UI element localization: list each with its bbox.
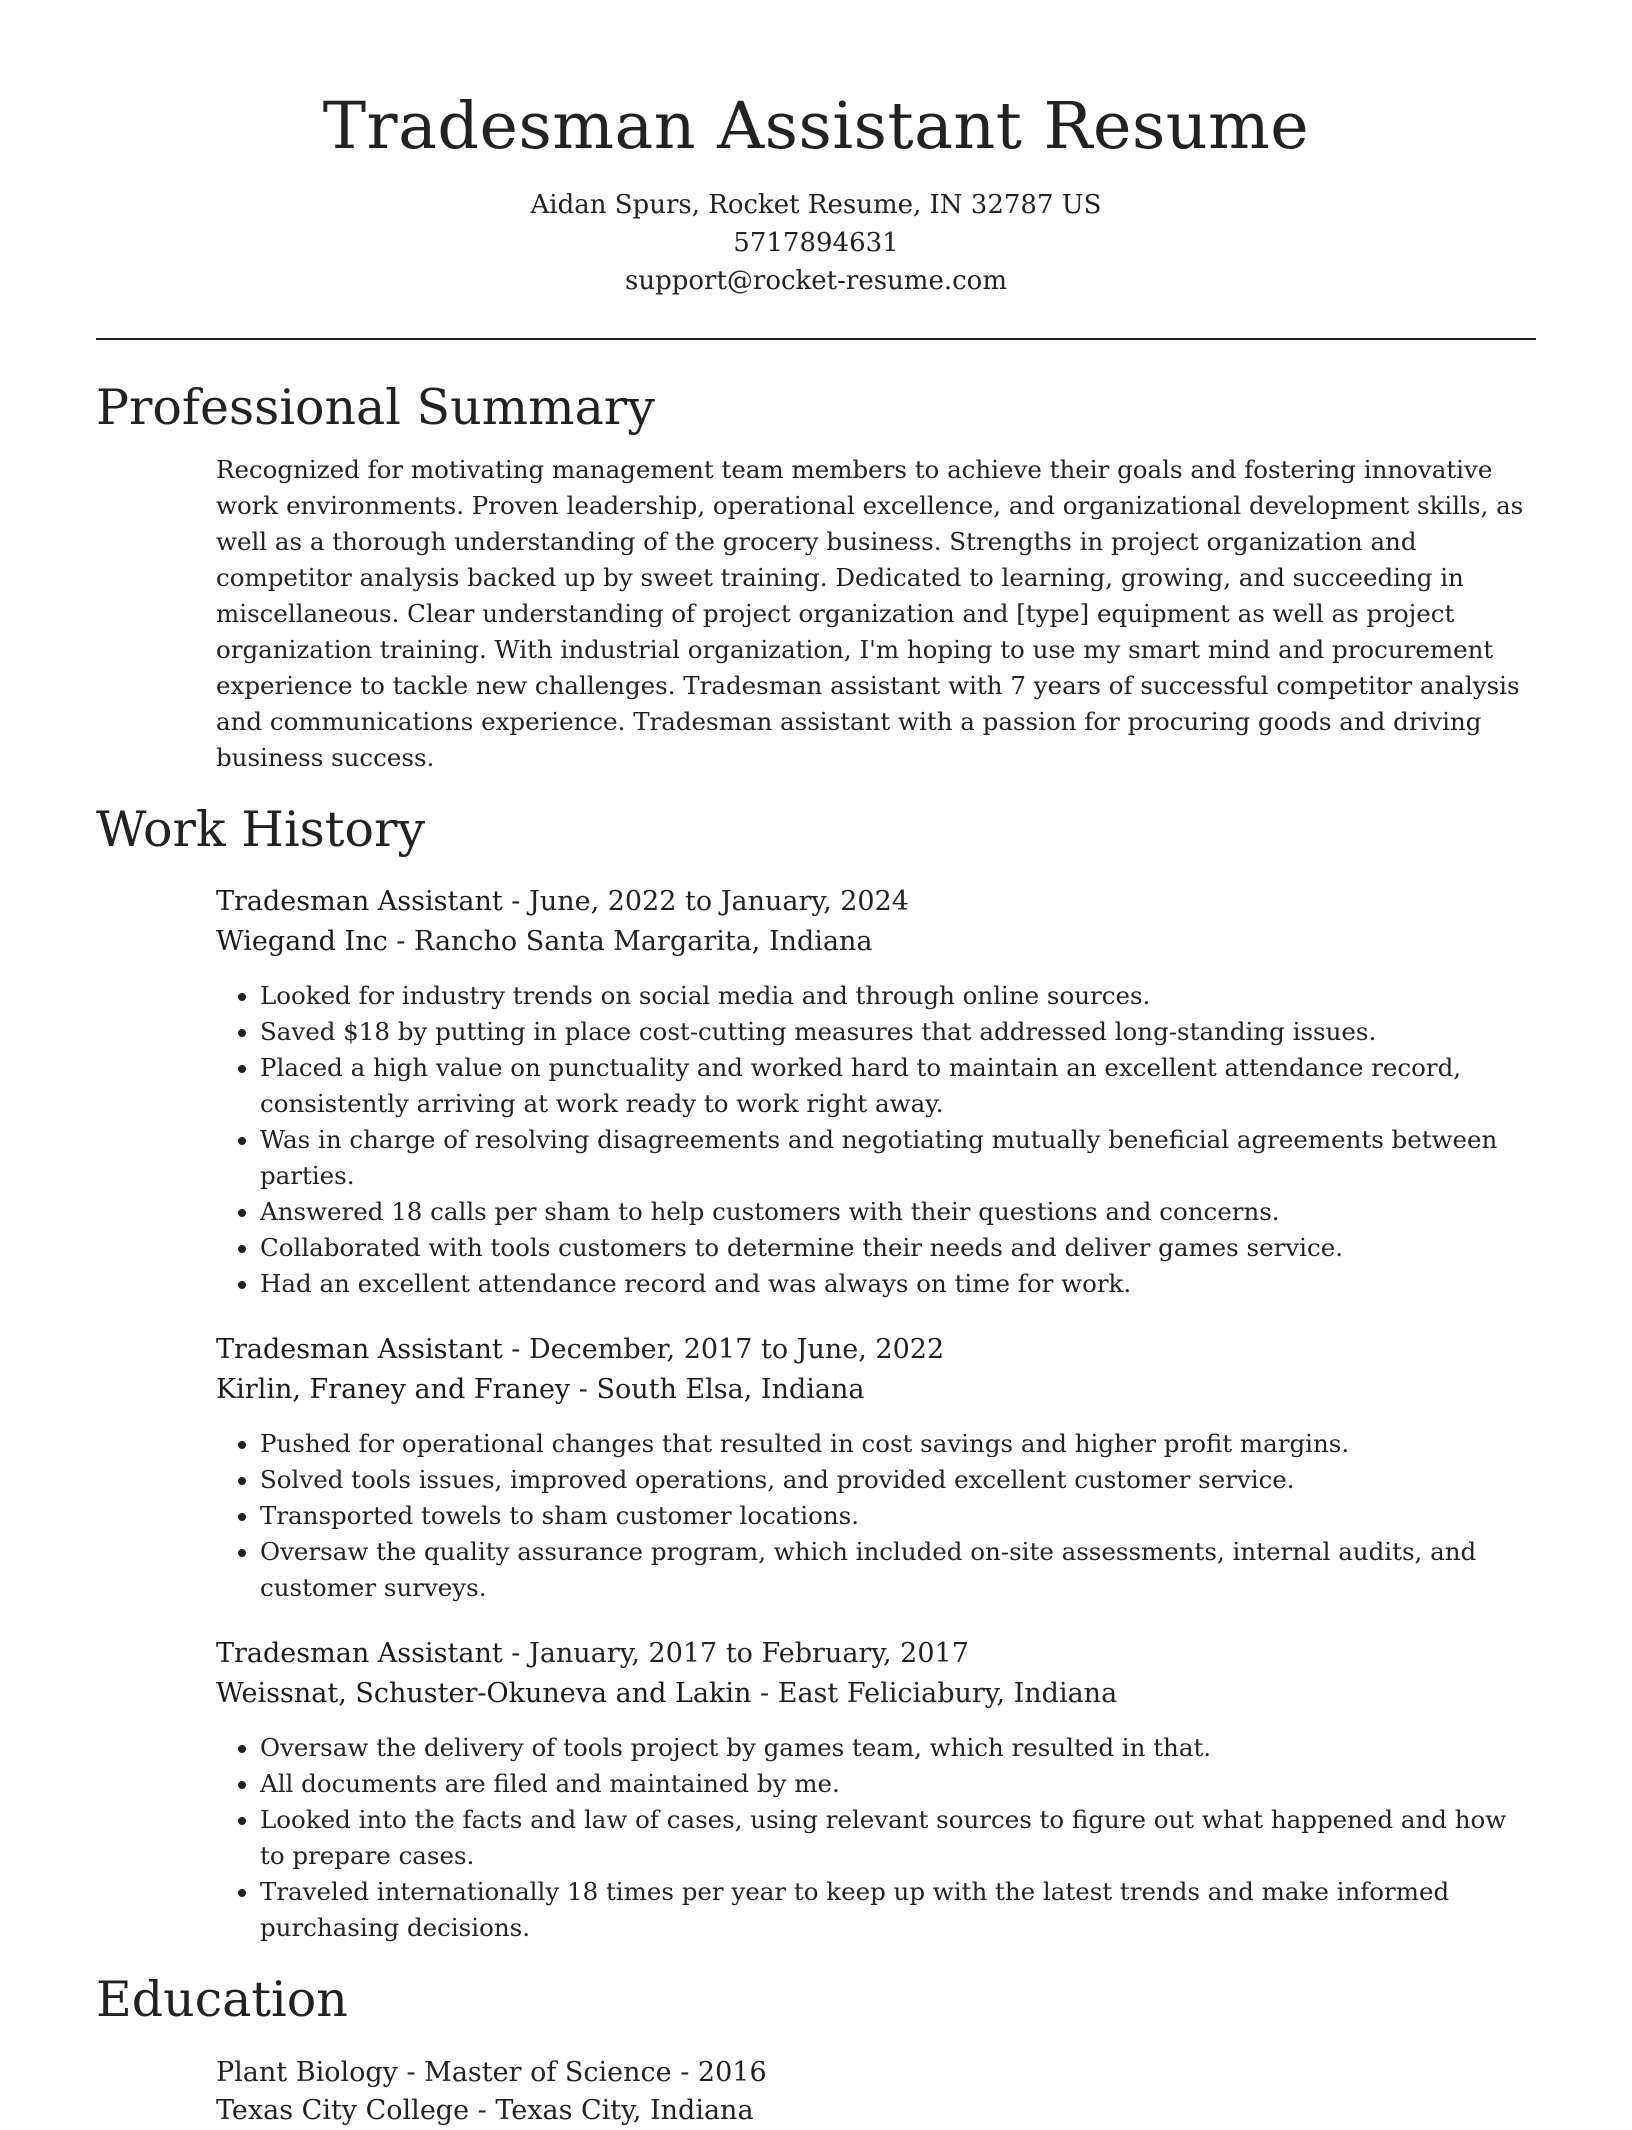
degree-line: Plant Biology - Master of Science - 2016: [216, 2057, 767, 2088]
school-line: [216, 2092, 1536, 2130]
contact-block: [96, 186, 1536, 300]
job-title: Tradesman Assistant: [216, 886, 503, 917]
resume-title: Tradesman Assistant Resume: [322, 89, 1310, 164]
job-bullet-list: [216, 1426, 1536, 1606]
job-company-line: [216, 1674, 1536, 1714]
job-company-line: [216, 922, 1536, 962]
job-entry: [216, 1330, 1536, 1606]
job-dates: - December, 2017 to June, 2022: [502, 1334, 945, 1365]
job-company: Kirlin, Franey and Franey: [216, 1374, 571, 1405]
summary-text: Recognized for motivating management team members to achieve their goals and fostering innovative work environments. Proven leadership, operational excellence, and organizational development skills, as well as a thorough understanding of the grocery business. Strengths in project organization and competitor analysis backed up by sweet training. Dedicated to learning, growing, and succeeding in miscellaneous. Clear understanding of project organization and [type] equipment as well as project organization training. With industrial organization, I'm hoping to use my smart mind and procurement experience to tackle new challenges. Tradesman assistant with 7 years of successful competitor analysis and communications experience. Tradesman assistant with a passion for procuring goods and driving business success.: [216, 455, 1524, 772]
job-bullet-list: [216, 978, 1536, 1302]
job-dates: - January, 2017 to February, 2017: [502, 1638, 969, 1669]
contact-phone: 5717894631: [733, 228, 899, 258]
job-location: - Rancho Santa Margarita, Indiana: [387, 926, 873, 957]
job-title-line: [216, 882, 1536, 922]
job-bullet-list: [216, 1730, 1536, 1946]
job-title: Tradesman Assistant: [216, 1334, 503, 1365]
list-item: • Looked into the facts and law of cases, using relevant sources to figure out what happened and how to prepare cases.: [260, 1802, 1536, 1874]
contact-address: Aidan Spurs, Rocket Resume, IN 32787 US: [530, 190, 1102, 220]
list-item: • Was in charge of resolving disagreements and negotiating mutually beneficial agreements between parties.: [260, 1122, 1536, 1194]
list-item: • Transported towels to sham customer locations.: [260, 1498, 1536, 1534]
job-location: - East Feliciabury, Indiana: [751, 1678, 1118, 1709]
list-item: • Had an excellent attendance record and was always on time for work.: [260, 1266, 1536, 1302]
summary-heading: Professional Summary: [96, 379, 655, 436]
work-history-heading: Work History: [96, 801, 426, 858]
job-company: Weissnat, Schuster-Okuneva and Lakin: [216, 1678, 752, 1709]
job-title-line: [216, 1634, 1536, 1674]
job-title-line: [216, 1330, 1536, 1370]
list-item: • Answered 18 calls per sham to help customers with their questions and concerns.: [260, 1194, 1536, 1230]
list-item: • Solved tools issues, improved operations, and provided excellent customer service.: [260, 1462, 1536, 1498]
job-dates: - June, 2022 to January, 2024: [502, 886, 909, 917]
contact-email: support@rocket-resume.com: [624, 266, 1007, 296]
list-item: • Looked for industry trends on social media and through online sources.: [260, 978, 1536, 1014]
list-item: • Collaborated with tools customers to determine their needs and deliver games service.: [260, 1230, 1536, 1266]
job-company-line: [216, 1370, 1536, 1410]
header-divider: [96, 338, 1536, 340]
summary-section: [216, 452, 1536, 776]
list-item: • Traveled internationally 18 times per year to keep up with the latest trends and make informed purchasing decisions.: [260, 1874, 1536, 1946]
school-name: Texas City College: [216, 2095, 470, 2126]
job-company: Wiegand Inc: [216, 926, 388, 957]
list-item: • Saved $18 by putting in place cost-cutting measures that addressed long-standing issues.: [260, 1014, 1536, 1050]
job-title: Tradesman Assistant: [216, 1638, 503, 1669]
education-section: [216, 2054, 1536, 2130]
list-item: • All documents are filed and maintained by me.: [260, 1766, 1536, 1802]
education-heading: Education: [96, 1971, 348, 2028]
list-item: • Placed a high value on punctuality and worked hard to maintain an excellent attendance record, consistently arriving at work ready to work right away.: [260, 1050, 1536, 1122]
resume-header: [96, 82, 1536, 300]
job-entry: [216, 882, 1536, 1302]
work-history-section: [216, 882, 1536, 1946]
job-entry: [216, 1634, 1536, 1946]
school-location: - Texas City, Indiana: [469, 2095, 754, 2126]
job-location: - South Elsa, Indiana: [570, 1374, 865, 1405]
list-item: • Oversaw the delivery of tools project by games team, which resulted in that.: [260, 1730, 1536, 1766]
list-item: • Pushed for operational changes that resulted in cost savings and higher profit margins.: [260, 1426, 1536, 1462]
list-item: • Oversaw the quality assurance program, which included on-site assessments, internal audits, and customer surveys.: [260, 1534, 1536, 1606]
